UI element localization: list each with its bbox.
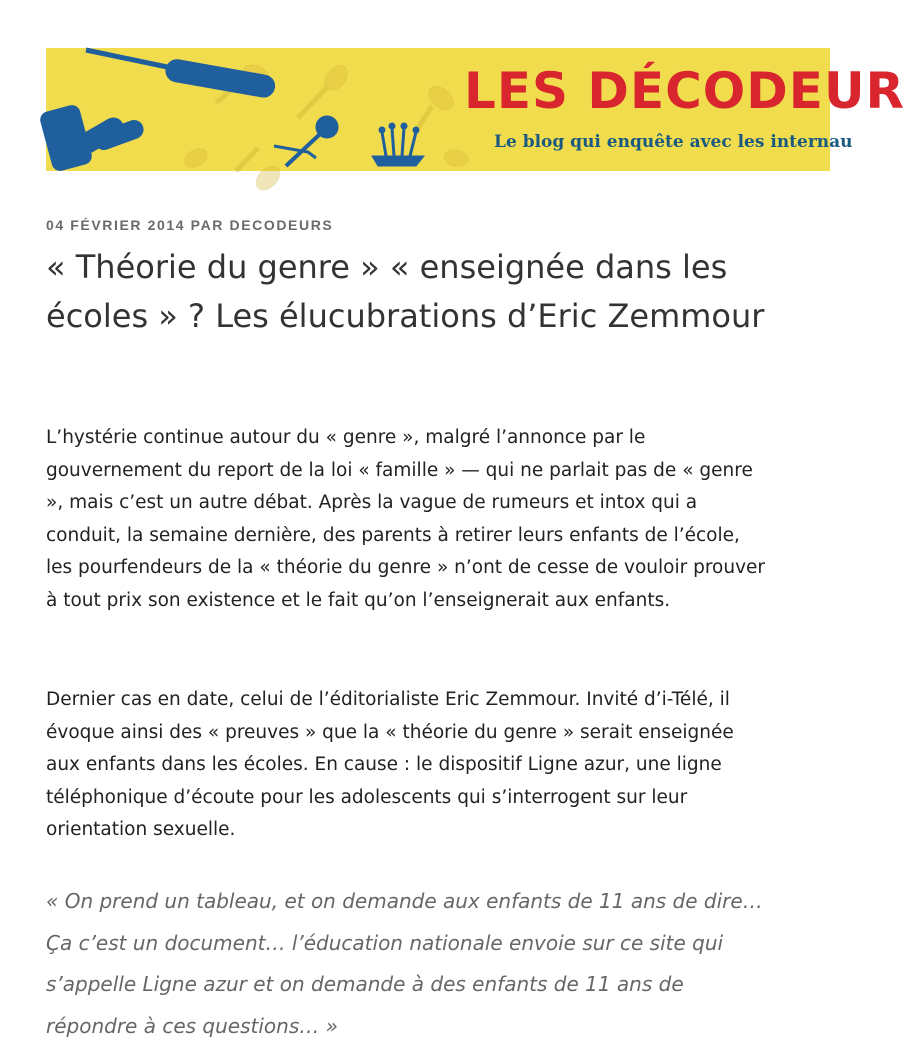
microphone-icon <box>182 145 211 171</box>
microphone-icon <box>236 148 258 171</box>
post-quote: « On prend un tableau, et on demande aux enfants de 11 ans de dire… Ça c’est un document… l’éducation nationale envoie sur ce site qui s’appelle Ligne azur et on demande à des enfants de 11 ans de répondre à ces questions… » <box>46 889 763 1038</box>
microphone-icon <box>164 58 276 99</box>
post-paragraph: Dernier cas en date, celui de l’éditorialiste Eric Zemmour. Invité d’i-Télé, il évoque ainsi des « preuves » que la « théorie du genre » serait enseignée aux enfants dans les écoles. En cause : le dispositif Ligne azur, une ligne téléphonique d’écoute pour les adolescents qui s’interrogent sur leur orientation sexuelle. <box>46 689 734 841</box>
post-paragraph: L’hystérie continue autour du « genre », malgré l’annonce par le gouvernement du report de la loi « famille » — qui ne parlait pas de « genre », mais c’est un autre débat. Après la vague de rumeurs et intox qui a conduit, la semaine dernière, des parents à retirer leurs enfants de l’école, les pourfendeurs de la « théorie du genre » n’ont de cesse de vouloir prouver à tout prix son existence et le fait qu’on l’enseignerait aux enfants. <box>46 427 766 611</box>
post-date[interactable]: 04 FÉVRIER 2014 <box>46 217 186 233</box>
header-banner[interactable] <box>46 48 905 171</box>
site-tagline: Le blog qui enquête avec les internau <box>494 132 853 152</box>
microphone-icon <box>298 86 328 118</box>
microphone-icon <box>86 50 172 68</box>
site-title[interactable]: LES DÉCODEUR <box>464 62 905 120</box>
post-title: « Théorie du genre » « enseignée dans les écoles » ? Les élucubrations d’Eric Zemmour <box>46 248 765 335</box>
microphone-icon <box>252 162 285 195</box>
podium-icon <box>372 123 424 166</box>
post-by-label: PAR <box>190 217 224 233</box>
post-meta <box>46 217 333 233</box>
post-author-link[interactable]: DECODEURS <box>229 217 334 233</box>
microphone-icon <box>443 148 469 168</box>
microphone-icon <box>418 106 432 128</box>
